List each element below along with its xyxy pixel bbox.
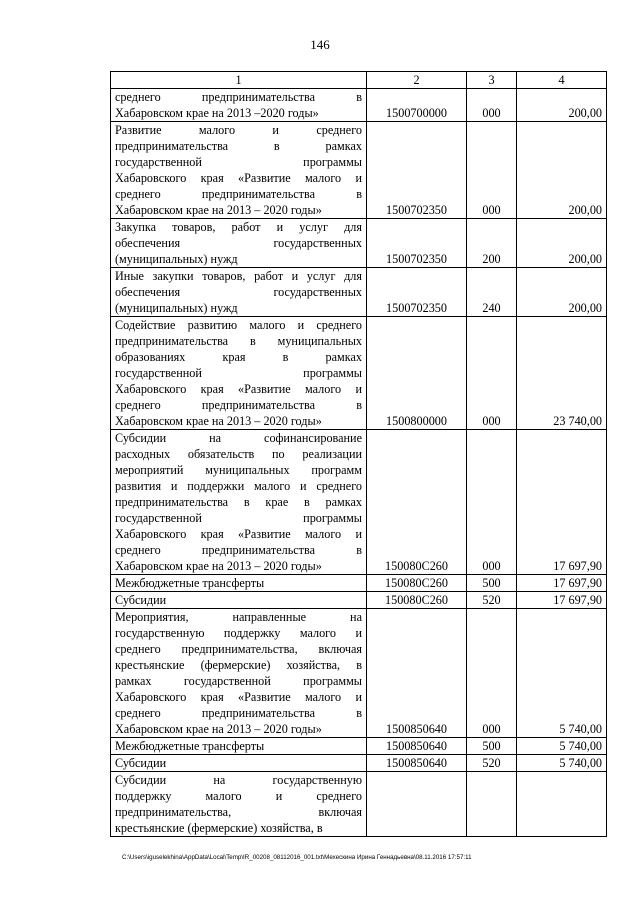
target-code-cell: 150080C260 — [367, 575, 467, 592]
header-col-3: 3 — [467, 72, 517, 89]
expense-name-cell — [111, 430, 367, 575]
expense-name-line: Субсидии на государственную — [115, 773, 362, 787]
amount-cell: 17 697,90 — [517, 575, 607, 592]
expense-name-line: среднего предпринимательства в — [115, 90, 362, 104]
amount-cell: 200,00 — [517, 219, 607, 268]
expense-name-cell — [111, 268, 367, 317]
target-code-cell: 1500700000 — [367, 89, 467, 122]
amount-cell — [517, 772, 607, 837]
amount-cell: 23 740,00 — [517, 317, 607, 430]
expense-name-line: предпринимательства в муниципальных — [115, 334, 362, 348]
expense-name-line: Развитие малого и среднего — [115, 123, 362, 137]
expense-type-cell: 240 — [467, 268, 517, 317]
expense-type-cell: 520 — [467, 755, 517, 772]
expense-name-line: Содействие развитию малого и среднего — [115, 318, 362, 332]
target-code-cell: 150080C260 — [367, 592, 467, 609]
expense-name-line: Хабаровском крае на 2013 – 2020 годы» — [115, 722, 322, 736]
budget-table — [110, 71, 607, 837]
table-row — [111, 755, 607, 772]
expense-name-line: Хабаровского края «Развитие малого и — [115, 527, 362, 541]
expense-name-cell — [111, 755, 367, 772]
expense-type-cell: 000 — [467, 317, 517, 430]
table-row — [111, 592, 607, 609]
expense-name-line: (муниципальных) нужд — [115, 301, 238, 315]
expense-name-cell — [111, 122, 367, 219]
amount-cell: 17 697,90 — [517, 430, 607, 575]
expense-name-line: Хабаровского края «Развитие малого и — [115, 171, 362, 185]
amount-cell: 17 697,90 — [517, 592, 607, 609]
expense-name-line: развития и поддержки малого и среднего — [115, 479, 362, 493]
expense-type-cell: 000 — [467, 89, 517, 122]
table-header-row — [111, 72, 607, 89]
expense-name-cell — [111, 575, 367, 592]
expense-name-line: поддержку малого и среднего — [115, 789, 362, 803]
expense-name-cell — [111, 592, 367, 609]
target-code-cell: 1500702350 — [367, 122, 467, 219]
expense-type-cell: 500 — [467, 738, 517, 755]
expense-name-line: Иные закупки товаров, работ и услуг для — [115, 269, 362, 283]
table-body — [111, 89, 607, 837]
table-row — [111, 738, 607, 755]
expense-name-cell — [111, 89, 367, 122]
amount-cell: 200,00 — [517, 122, 607, 219]
expense-name-line: Межбюджетные трансферты — [115, 739, 265, 753]
expense-name-line: Субсидии — [115, 756, 167, 770]
expense-type-cell: 000 — [467, 609, 517, 738]
table-row — [111, 219, 607, 268]
expense-name-cell — [111, 219, 367, 268]
expense-name-line: (муниципальных) нужд — [115, 252, 238, 266]
expense-name-line: расходных обязательств по реализации — [115, 447, 362, 461]
amount-cell: 5 740,00 — [517, 609, 607, 738]
expense-name-line: Хабаровского края «Развитие малого и — [115, 382, 362, 396]
expense-name-line: Межбюджетные трансферты — [115, 576, 265, 590]
expense-name-line: Хабаровском крае на 2013 – 2020 годы» — [115, 559, 322, 573]
expense-name-cell — [111, 772, 367, 837]
target-code-cell: 1500702350 — [367, 219, 467, 268]
footer-file-path: C:\Users\iguselekhina\AppData\Local\Temp\IR_00208_08112016_001.txt\Мехескина Ирина Геннадьевна\08.11.2016 17:57:11 — [122, 854, 472, 861]
expense-name-line: мероприятий муниципальных программ — [115, 463, 362, 477]
table-row — [111, 609, 607, 738]
target-code-cell — [367, 772, 467, 837]
expense-name-line: среднего предпринимательства в — [115, 187, 362, 201]
expense-name-line: предпринимательства в крае в рамках — [115, 495, 362, 509]
expense-type-cell: 200 — [467, 219, 517, 268]
expense-name-line: среднего предпринимательства, включая — [115, 642, 362, 656]
expense-type-cell: 500 — [467, 575, 517, 592]
expense-name-line: предпринимательства в рамках — [115, 139, 362, 153]
table-row — [111, 575, 607, 592]
expense-name-line: Хабаровского края «Развитие малого и — [115, 690, 362, 704]
expense-name-line: Субсидии — [115, 593, 167, 607]
amount-cell: 200,00 — [517, 268, 607, 317]
expense-name-line: Хабаровском крае на 2013 –2020 годы» — [115, 106, 319, 120]
target-code-cell: 1500850640 — [367, 755, 467, 772]
header-col-4: 4 — [517, 72, 607, 89]
expense-name-line: государственную поддержку малого и — [115, 626, 362, 640]
expense-name-line: Мероприятия, направленные на — [115, 610, 362, 624]
expense-type-cell — [467, 772, 517, 837]
expense-name-line: государственной программы — [115, 366, 362, 380]
expense-name-line: среднего предпринимательства в — [115, 543, 362, 557]
amount-cell: 200,00 — [517, 89, 607, 122]
table-row — [111, 89, 607, 122]
page-number: 146 — [310, 37, 330, 52]
expense-name-line: крестьянские (фермерские) хозяйства, в — [115, 658, 362, 672]
expense-name-line: среднего предпринимательства в — [115, 398, 362, 412]
amount-cell: 5 740,00 — [517, 755, 607, 772]
target-code-cell: 1500850640 — [367, 609, 467, 738]
amount-cell: 5 740,00 — [517, 738, 607, 755]
expense-name-line: Хабаровском крае на 2013 – 2020 годы» — [115, 203, 322, 217]
target-code-cell: 1500850640 — [367, 738, 467, 755]
expense-name-line: Хабаровском крае на 2013 – 2020 годы» — [115, 414, 322, 428]
expense-name-cell — [111, 609, 367, 738]
target-code-cell: 1500702350 — [367, 268, 467, 317]
expense-name-line: Субсидии на софинансирование — [115, 431, 362, 445]
expense-name-cell — [111, 317, 367, 430]
expense-name-line: рамках государственной программы — [115, 674, 362, 688]
table-row — [111, 268, 607, 317]
target-code-cell: 150080C260 — [367, 430, 467, 575]
expense-name-line: среднего предпринимательства в — [115, 706, 362, 720]
expense-name-line: Закупка товаров, работ и услуг для — [115, 220, 362, 234]
table-row — [111, 122, 607, 219]
header-col-2: 2 — [367, 72, 467, 89]
expense-name-line: крестьянские (фермерские) хозяйства, в — [115, 821, 323, 835]
header-col-1: 1 — [111, 72, 367, 89]
expense-name-line: государственной программы — [115, 511, 362, 525]
expense-type-cell: 000 — [467, 430, 517, 575]
expense-name-line: образованиях края в рамках — [115, 350, 362, 364]
table-row — [111, 430, 607, 575]
expense-name-line: обеспечения государственных — [115, 236, 362, 250]
expense-name-line: государственной программы — [115, 155, 362, 169]
expense-type-cell: 000 — [467, 122, 517, 219]
table-row — [111, 317, 607, 430]
expense-name-line: предпринимательства, включая — [115, 805, 362, 819]
expense-name-cell — [111, 738, 367, 755]
target-code-cell: 1500800000 — [367, 317, 467, 430]
expense-type-cell: 520 — [467, 592, 517, 609]
table-row — [111, 772, 607, 837]
expense-name-line: обеспечения государственных — [115, 285, 362, 299]
